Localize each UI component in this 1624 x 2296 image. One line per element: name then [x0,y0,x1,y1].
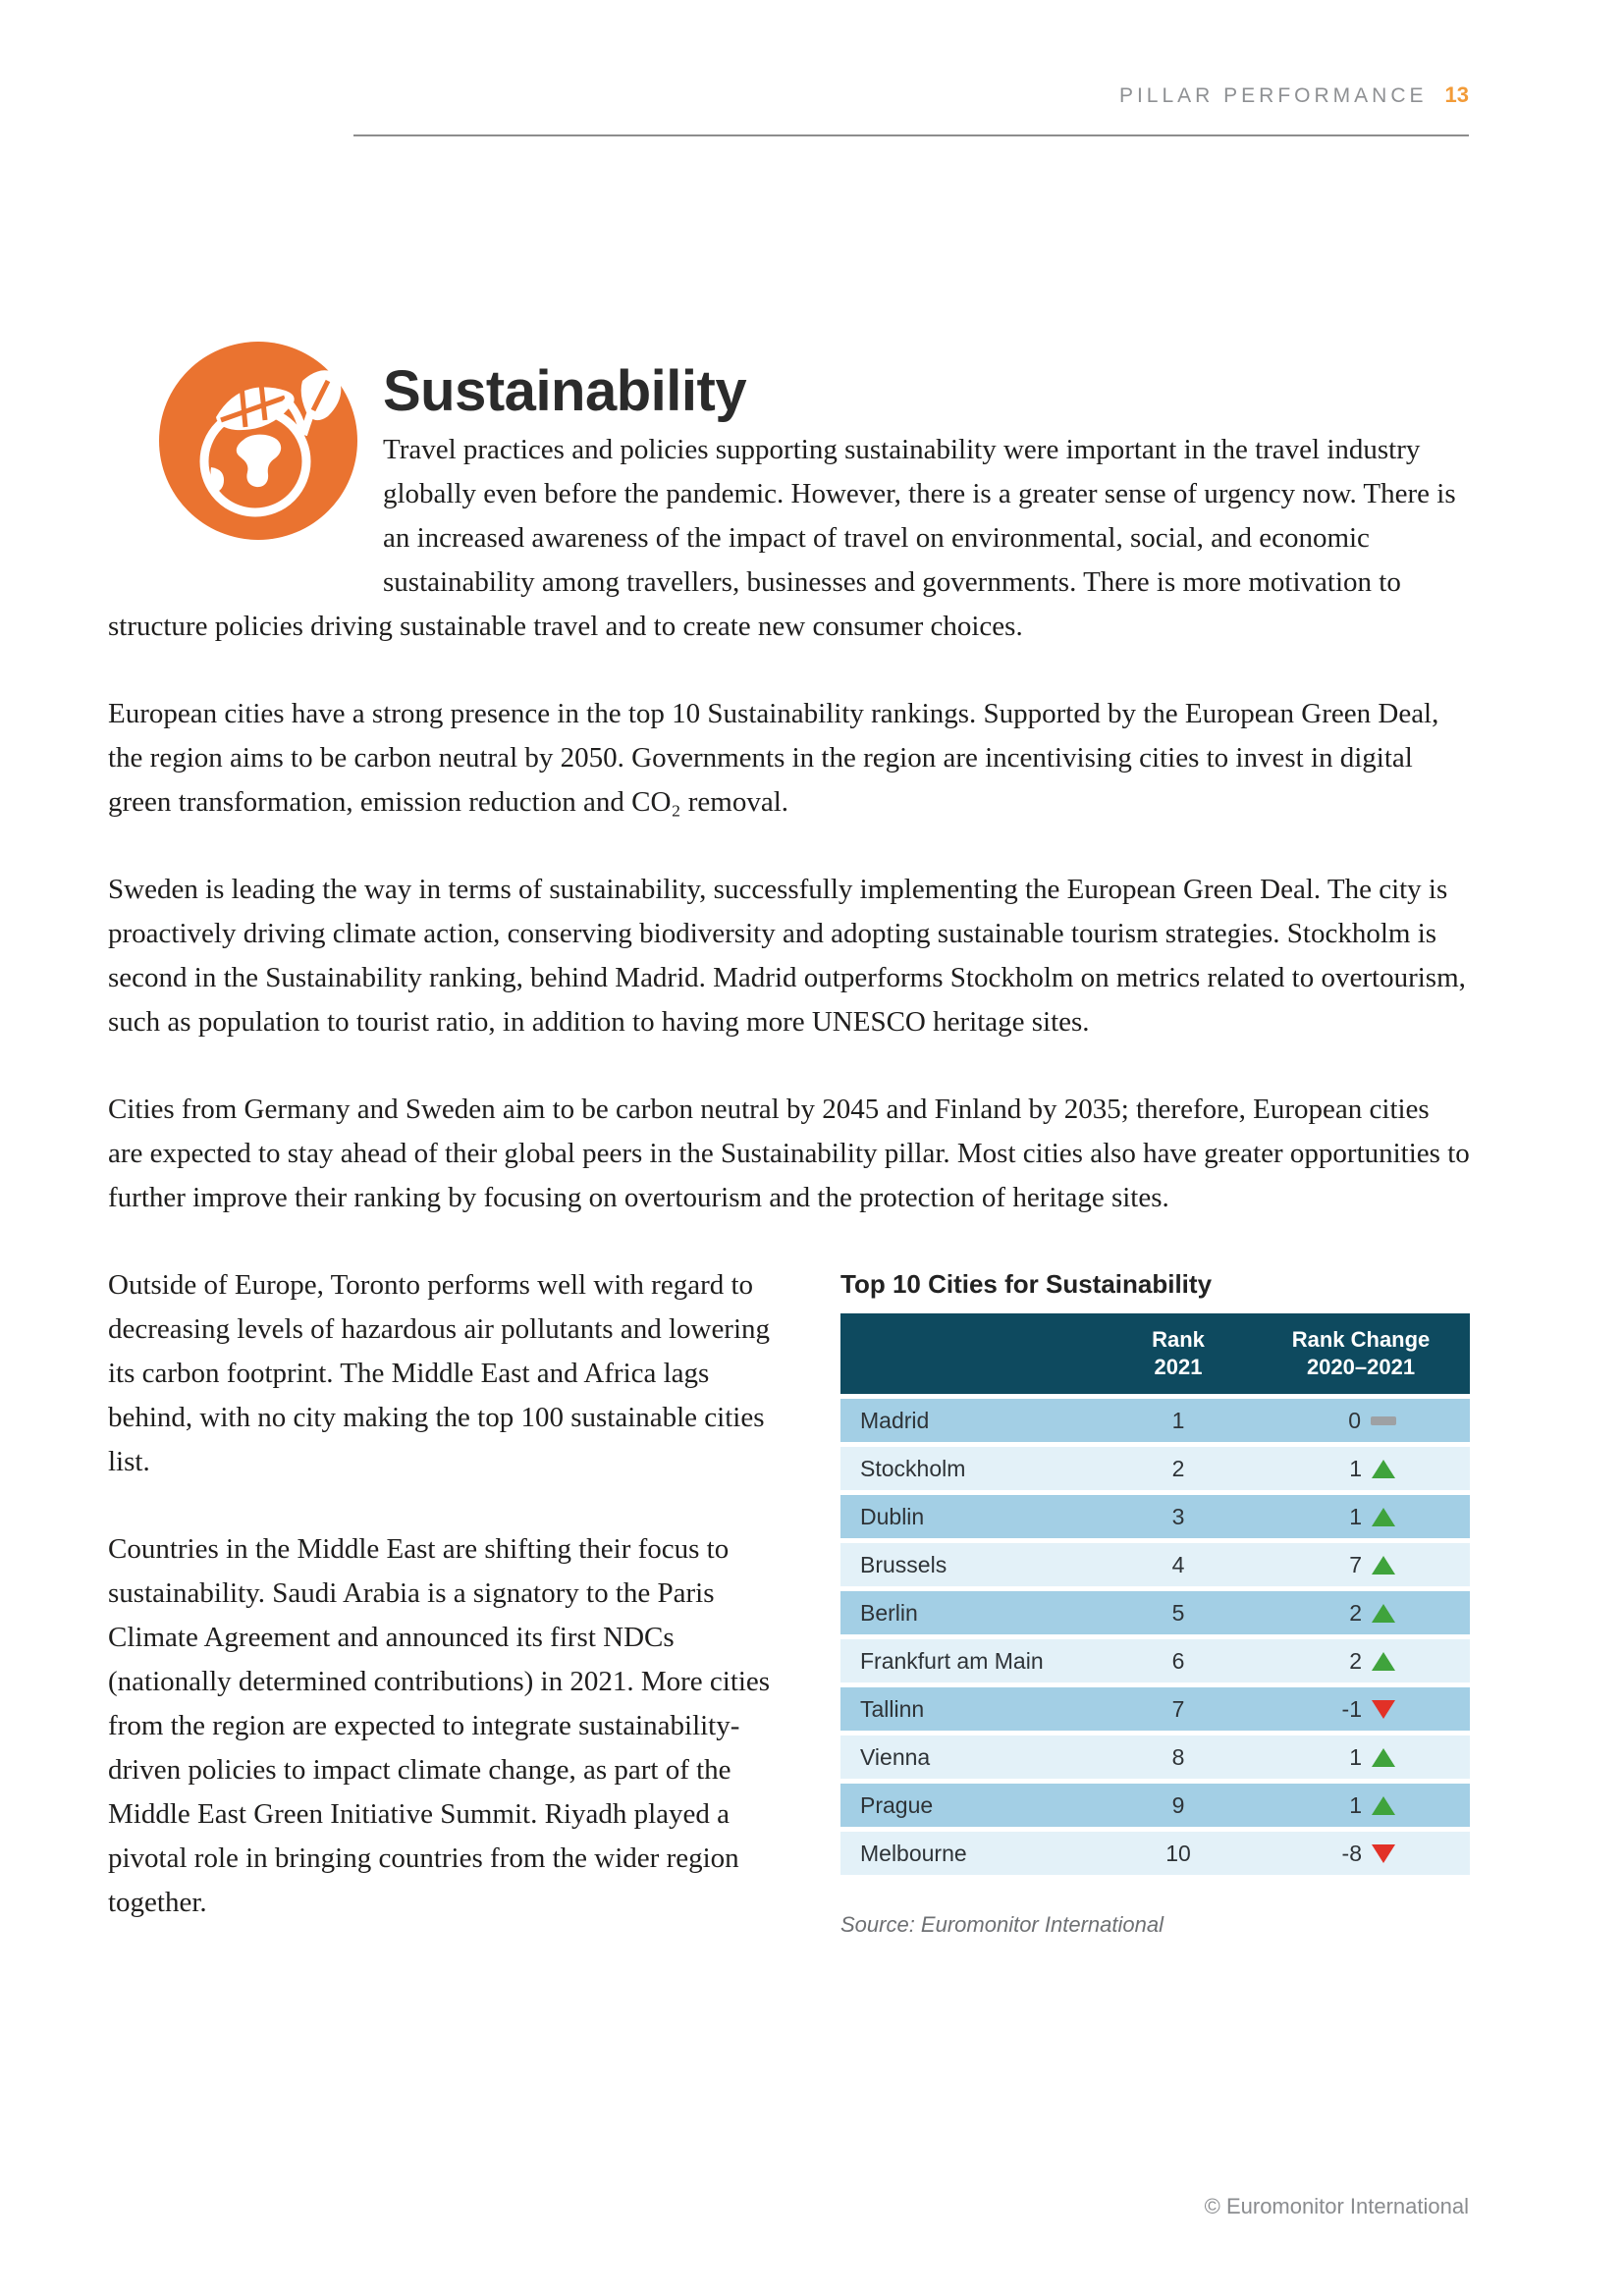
table-row [840,1447,1470,1490]
page-footer-copyright: © Euromonitor International [1204,2194,1469,2218]
rank-change-value: 7 [1349,1551,1362,1577]
rank-cell: 2 [1171,1455,1185,1481]
no-change-icon [1371,1416,1396,1425]
rank-change-header-line1: Rank Change [1291,1327,1431,1352]
rank-change-cell [1252,1552,1470,1578]
rank-change-cell [1252,1600,1470,1627]
table-row [840,1687,1470,1731]
rank-change-value: 0 [1348,1407,1361,1433]
up-arrow-icon [1372,1556,1395,1575]
rank-cell: 8 [1171,1743,1185,1770]
table-row [840,1495,1470,1538]
city-cell: Dublin [860,1503,925,1529]
body-paragraph-1: European cities have a strong presence in the top 10 Sustainability rankings. Supported by the European Green Deal, the region aims to be carbon neutral by 2050. Governments in the region are incentivising cities to invest in digital green transformation, emission reduction and CO₂ removal. [108,698,1439,818]
rank-cell: 9 [1171,1791,1185,1818]
table-row [840,1543,1470,1586]
city-cell: Berlin [860,1599,918,1626]
table-body [840,1399,1470,1875]
rank-change-cell [1252,1841,1470,1867]
rank-change-cell [1252,1504,1470,1530]
rank-change-column-header [1252,1326,1470,1381]
rank-change-value: 1 [1349,1791,1362,1818]
up-arrow-icon [1372,1652,1395,1671]
top10-sustainability-table [840,1263,1470,1938]
table-source: Source: Euromonitor International [840,1912,1164,1937]
page-header [1119,82,1469,108]
body-paragraph-3: Cities from Germany and Sweden aim to be carbon neutral by 2045 and Finland by 2035; therefore, European cities are expected to stay ahead of their global peers in the Sustainability pillar. Most cities also have greater opportunities to further improve their ranking by focusing on overtourism and the protection of heritage sites. [108,1094,1470,1213]
page-title: Sustainability [383,359,747,423]
rank-change-cell [1252,1456,1470,1482]
rank-cell: 6 [1171,1647,1185,1674]
page-number: 13 [1444,82,1469,107]
rank-change-value: 2 [1349,1599,1362,1626]
intro-paragraph [108,428,1470,649]
icon-text-wrap-spacer [108,428,383,601]
city-cell: Brussels [860,1551,947,1577]
left-column-paragraph-2: Countries in the Middle East are shifting their focus to sustainability. Saudi Arabia is a signatory to the Paris Climate Agreement and announced its first NDCs (nationally determined contributions) in 2021. More cities from the region are expected to integrate sustainability-driven policies to impact climate change, as part of the Middle East Green Initiative Summit. Riyadh played a pivotal role in bringing countries from the wider region together. [108,1533,771,1918]
rank-change-value: -8 [1341,1840,1362,1866]
city-cell: Vienna [860,1743,931,1770]
rank-change-cell [1252,1744,1470,1771]
table-row [840,1784,1470,1827]
up-arrow-icon [1372,1508,1395,1526]
rank-cell: 1 [1171,1407,1185,1433]
city-column-header [840,1326,1105,1381]
body-paragraph-2: Sweden is leading the way in terms of sustainability, successfully implementing the European Green Deal. The city is proactively driving climate action, conserving biodiversity and adopting sustainable tourism strategies. Stockholm is second in the Sustainability ranking, behind Madrid. Madrid outperforms Stockholm on metrics related to overtourism, such as population to tourist ratio, in addition to having more UNESCO heritage sites. [108,874,1466,1038]
rank-change-cell [1252,1696,1470,1723]
up-arrow-icon [1372,1604,1395,1623]
rank-header-line1: Rank [1152,1327,1205,1352]
table-header-row [840,1313,1470,1394]
two-column-section [108,1263,1470,1938]
rank-cell: 3 [1171,1503,1185,1529]
table-row [840,1591,1470,1634]
city-cell: Frankfurt am Main [860,1647,1044,1674]
rank-change-value: 2 [1349,1647,1362,1674]
city-cell: Tallinn [860,1695,925,1722]
city-cell: Melbourne [860,1840,967,1866]
rank-cell: 7 [1171,1695,1185,1722]
header-divider [353,134,1469,136]
city-cell: Prague [860,1791,934,1818]
table-row [840,1399,1470,1442]
up-arrow-icon [1372,1796,1395,1815]
table-title: Top 10 Cities for Sustainability [840,1269,1213,1299]
intro-text: Travel practices and policies supporting sustainability were important in the travel industry globally even before the pandemic. However, there is a greater sense of urgency now. There is an increased awareness of the impact of travel on environmental, social, and economic sustainability among travellers, businesses and governments. There is more motivation to structure policies driving sustainable travel and to create new consumer choices. [108,434,1456,642]
left-column [108,1263,785,1925]
left-column-paragraph-1: Outside of Europe, Toronto performs well with regard to decreasing levels of hazardous air pollutants and lowering its carbon footprint. The Middle East and Africa lags behind, with no city making the top 100 sustainable cities list. [108,1269,771,1477]
rank-column-header [1105,1326,1252,1381]
rank-change-value: 1 [1349,1503,1362,1529]
rank-header-line2: 2021 [1154,1355,1203,1379]
rank-change-cell [1252,1408,1470,1434]
rank-change-cell [1252,1648,1470,1675]
down-arrow-icon [1372,1700,1395,1719]
city-cell: Madrid [860,1407,930,1433]
down-arrow-icon [1372,1844,1395,1863]
up-arrow-icon [1372,1460,1395,1478]
rank-cell: 10 [1165,1840,1191,1866]
table-row [840,1735,1470,1779]
rank-change-header-line2: 2020–2021 [1306,1355,1416,1379]
rank-change-cell [1252,1792,1470,1819]
rank-change-value: 1 [1349,1455,1362,1481]
table-row [840,1832,1470,1875]
city-cell: Stockholm [860,1455,966,1481]
up-arrow-icon [1372,1748,1395,1767]
section-label: PILLAR PERFORMANCE [1118,84,1428,107]
rank-cell: 4 [1171,1551,1185,1577]
article [108,359,1470,1938]
rank-change-value: 1 [1349,1743,1362,1770]
table-row [840,1639,1470,1682]
rank-change-value: -1 [1341,1695,1362,1722]
rank-cell: 5 [1171,1599,1185,1626]
